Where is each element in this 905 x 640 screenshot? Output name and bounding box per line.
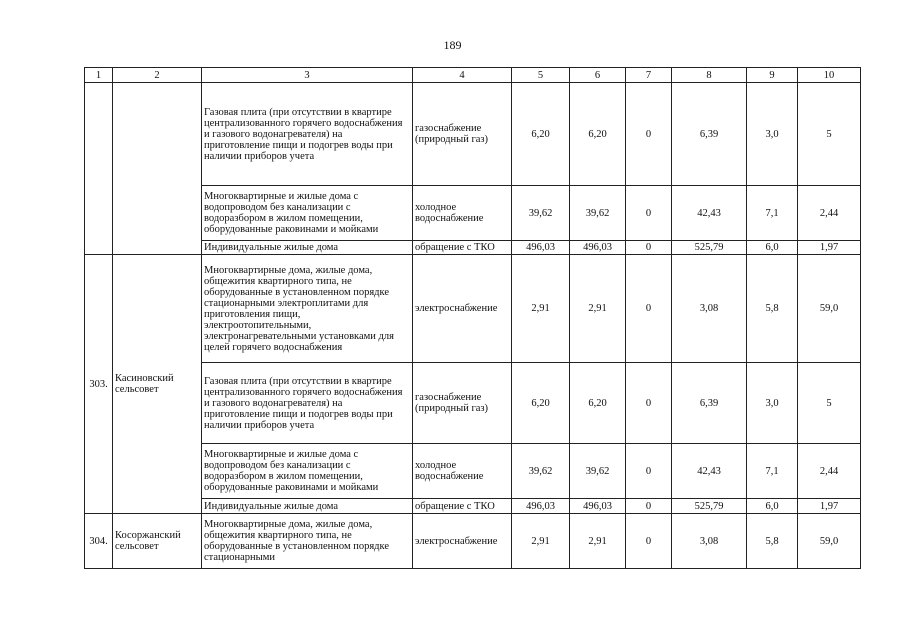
- value-cell-7: 0: [626, 514, 672, 569]
- row-index-cell: 304.: [85, 514, 113, 569]
- description-cell: Газовая плита (при отсутствии в квартире централизованного горячего водоснабжения и газового водонагревателя) на приготовление пищи и подогрев воды при наличии приборов учета: [202, 363, 413, 444]
- value-cell-7: 0: [626, 83, 672, 186]
- value-cell-7: 0: [626, 186, 672, 241]
- resource-cell: обращение с ТКО: [413, 499, 512, 514]
- value-cell-7: 0: [626, 444, 672, 499]
- resource-cell: газоснабжение (природный газ): [413, 363, 512, 444]
- tariff-table: [84, 67, 861, 569]
- value-cell-9: 7,1: [747, 186, 798, 241]
- value-cell-5: 39,62: [512, 186, 570, 241]
- table-row: [85, 255, 861, 363]
- value-cell-9: 5,8: [747, 514, 798, 569]
- resource-cell: холодное водоснабжение: [413, 186, 512, 241]
- resource-cell: холодное водоснабжение: [413, 444, 512, 499]
- value-cell-6: 6,20: [570, 83, 626, 186]
- description-cell: Многоквартирные дома, жилые дома, общежития квартирного типа, не оборудованные в установленном порядке стационарными электроплитами для приготовления пищи, электроотопительными, электронагревательными установками для целей горячего водоснабжения: [202, 255, 413, 363]
- value-cell-8: 6,39: [672, 363, 747, 444]
- value-cell-10: 59,0: [798, 255, 861, 363]
- value-cell-6: 496,03: [570, 499, 626, 514]
- description-cell: Газовая плита (при отсутствии в квартире централизованного горячего водоснабжения и газового водонагревателя) на приготовление пищи и подогрев воды при наличии приборов учета: [202, 83, 413, 186]
- row-index-cell: 303.: [85, 255, 113, 514]
- settlement-name-cell: [113, 83, 202, 255]
- value-cell-10: 2,44: [798, 186, 861, 241]
- value-cell-5: 6,20: [512, 83, 570, 186]
- value-cell-6: 39,62: [570, 444, 626, 499]
- value-cell-6: 2,91: [570, 514, 626, 569]
- value-cell-9: 6,0: [747, 241, 798, 255]
- value-cell-10: 5: [798, 83, 861, 186]
- value-cell-6: 39,62: [570, 186, 626, 241]
- value-cell-5: 496,03: [512, 241, 570, 255]
- header-row: [85, 68, 861, 83]
- column-header: 10: [798, 68, 861, 83]
- description-cell: Многоквартирные дома, жилые дома, общежития квартирного типа, не оборудованные в установленном порядке стационарными: [202, 514, 413, 569]
- value-cell-9: 3,0: [747, 83, 798, 186]
- page-number: 189: [443, 38, 462, 52]
- description-cell: Индивидуальные жилые дома: [202, 241, 413, 255]
- value-cell-5: 6,20: [512, 363, 570, 444]
- table-row: [85, 186, 861, 241]
- value-cell-8: 42,43: [672, 444, 747, 499]
- value-cell-10: 5: [798, 363, 861, 444]
- description-cell: Индивидуальные жилые дома: [202, 499, 413, 514]
- resource-cell: электроснабжение: [413, 255, 512, 363]
- value-cell-7: 0: [626, 241, 672, 255]
- table-row: [85, 83, 861, 186]
- value-cell-9: 7,1: [747, 444, 798, 499]
- value-cell-6: 6,20: [570, 363, 626, 444]
- value-cell-8: 42,43: [672, 186, 747, 241]
- value-cell-10: 1,97: [798, 499, 861, 514]
- value-cell-7: 0: [626, 255, 672, 363]
- value-cell-10: 59,0: [798, 514, 861, 569]
- value-cell-5: 2,91: [512, 514, 570, 569]
- column-header: 2: [113, 68, 202, 83]
- row-index-cell: [85, 83, 113, 255]
- description-cell: Многоквартирные и жилые дома с водопроводом без канализации с водоразбором в жилом помещении, оборудованные раковинами и мойками: [202, 444, 413, 499]
- value-cell-6: 2,91: [570, 255, 626, 363]
- table-row: [85, 444, 861, 499]
- column-header: 3: [202, 68, 413, 83]
- column-header: 9: [747, 68, 798, 83]
- value-cell-8: 525,79: [672, 499, 747, 514]
- value-cell-7: 0: [626, 499, 672, 514]
- resource-cell: электроснабжение: [413, 514, 512, 569]
- description-cell: Многоквартирные и жилые дома с водопроводом без канализации с водоразбором в жилом помещении, оборудованные раковинами и мойками: [202, 186, 413, 241]
- value-cell-5: 39,62: [512, 444, 570, 499]
- value-cell-10: 2,44: [798, 444, 861, 499]
- column-header: 8: [672, 68, 747, 83]
- value-cell-8: 6,39: [672, 83, 747, 186]
- settlement-name-cell: Касиновский сельсовет: [113, 255, 202, 514]
- value-cell-9: 5,8: [747, 255, 798, 363]
- value-cell-9: 6,0: [747, 499, 798, 514]
- value-cell-8: 525,79: [672, 241, 747, 255]
- value-cell-7: 0: [626, 363, 672, 444]
- column-header: 7: [626, 68, 672, 83]
- resource-cell: обращение с ТКО: [413, 241, 512, 255]
- table-row: [85, 514, 861, 569]
- column-header: 1: [85, 68, 113, 83]
- column-header: 4: [413, 68, 512, 83]
- value-cell-9: 3,0: [747, 363, 798, 444]
- settlement-name-cell: Косоржанский сельсовет: [113, 514, 202, 569]
- table-row: [85, 363, 861, 444]
- value-cell-5: 2,91: [512, 255, 570, 363]
- column-header: 6: [570, 68, 626, 83]
- value-cell-10: 1,97: [798, 241, 861, 255]
- value-cell-8: 3,08: [672, 255, 747, 363]
- column-header: 5: [512, 68, 570, 83]
- resource-cell: газоснабжение (природный газ): [413, 83, 512, 186]
- table-row: [85, 499, 861, 514]
- value-cell-5: 496,03: [512, 499, 570, 514]
- value-cell-8: 3,08: [672, 514, 747, 569]
- table-row: [85, 241, 861, 255]
- value-cell-6: 496,03: [570, 241, 626, 255]
